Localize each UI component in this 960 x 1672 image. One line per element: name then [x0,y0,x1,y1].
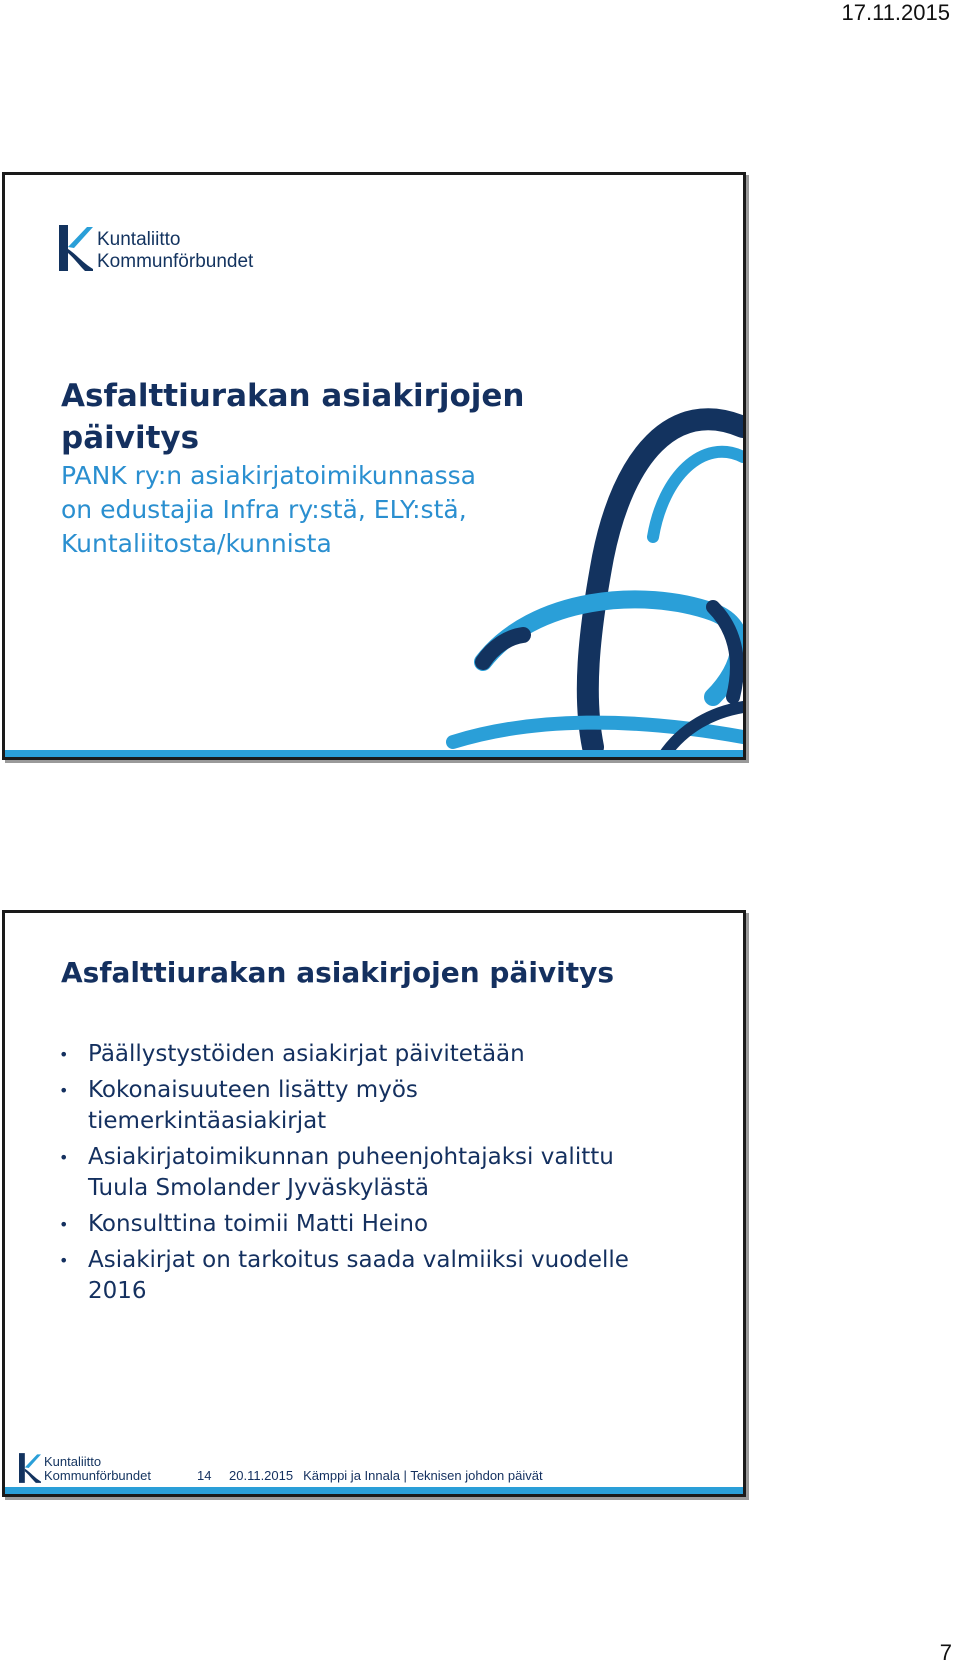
bullet-item: • Päällystystöiden asiakirjat päivitetään [59,1039,719,1070]
slide1-bottom-line [5,750,743,757]
kuntaliitto-logo [59,225,253,273]
slide-footer [197,1468,543,1483]
logo-line1: Kuntaliitto [97,229,181,250]
slide1-title-line: päivitys [61,420,200,456]
footer-slide-number: 14 [197,1468,212,1483]
bullet-text: Asiakirjatoimikunnan puheenjohtajaksi valittu [88,1144,614,1170]
bullet-item: • Kokonaisuuteen lisätty myös tiemerkintäasiakirjat [59,1075,719,1137]
slide-content [2,910,746,1497]
bullet-item: • Konsulttina toimii Matti Heino [59,1209,719,1240]
bullet-item: • Asiakirjat on tarkoitus saada valmiiksi vuodelle 2016 [59,1245,719,1307]
kuntaliitto-logo-mark-icon [19,1453,41,1483]
slide1-subtitle-line: Kuntaliitosta/kunnista [61,529,332,558]
page-number: 7 [939,1640,952,1665]
slide-title [2,172,746,760]
bullet-text: tiemerkintäasiakirjat [88,1108,327,1134]
footer-date: 20.11.2015 [229,1468,294,1483]
logo-line2: Kommunförbundet [44,1468,151,1483]
logo-line1: Kuntaliitto [44,1454,102,1469]
bullet-text: Asiakirjat on tarkoitus saada valmiiksi vuodelle [88,1247,629,1273]
kuntaliitto-logo-mark-icon [59,225,93,271]
page-date: 17.11.2015 [841,0,950,25]
bullet-item: • Asiakirjatoimikunnan puheenjohtajaksi valittu Tuula Smolander Jyväskylästä [59,1142,719,1204]
bullet-list [59,1039,719,1312]
slide1-subtitle-line: PANK ry:n asiakirjatoimikunnassa [61,461,476,490]
bullet-text: Konsulttina toimii Matti Heino [88,1211,429,1237]
ribbon-graphic-icon [413,397,743,757]
bullet-text: 2016 [88,1278,147,1304]
bullet-text: Kokonaisuuteen lisätty myös [88,1077,418,1103]
slide1-title-line: Asfalttiurakan asiakirjojen [61,378,525,414]
slide2-title: Asfalttiurakan asiakirjojen päivitys [61,956,615,989]
kuntaliitto-logo-small [19,1453,151,1483]
bullet-text: Tuula Smolander Jyväskylästä [88,1175,429,1201]
footer-text: Kämppi ja Innala | Teknisen johdon päivät [303,1468,543,1483]
logo-line2: Kommunförbundet [97,251,254,272]
slide1-subtitle-line: on edustajia Infra ry:stä, ELY:stä, [61,495,467,524]
slide2-bottom-line [5,1487,743,1494]
bullet-text: Päällystystöiden asiakirjat päivitetään [88,1041,525,1067]
